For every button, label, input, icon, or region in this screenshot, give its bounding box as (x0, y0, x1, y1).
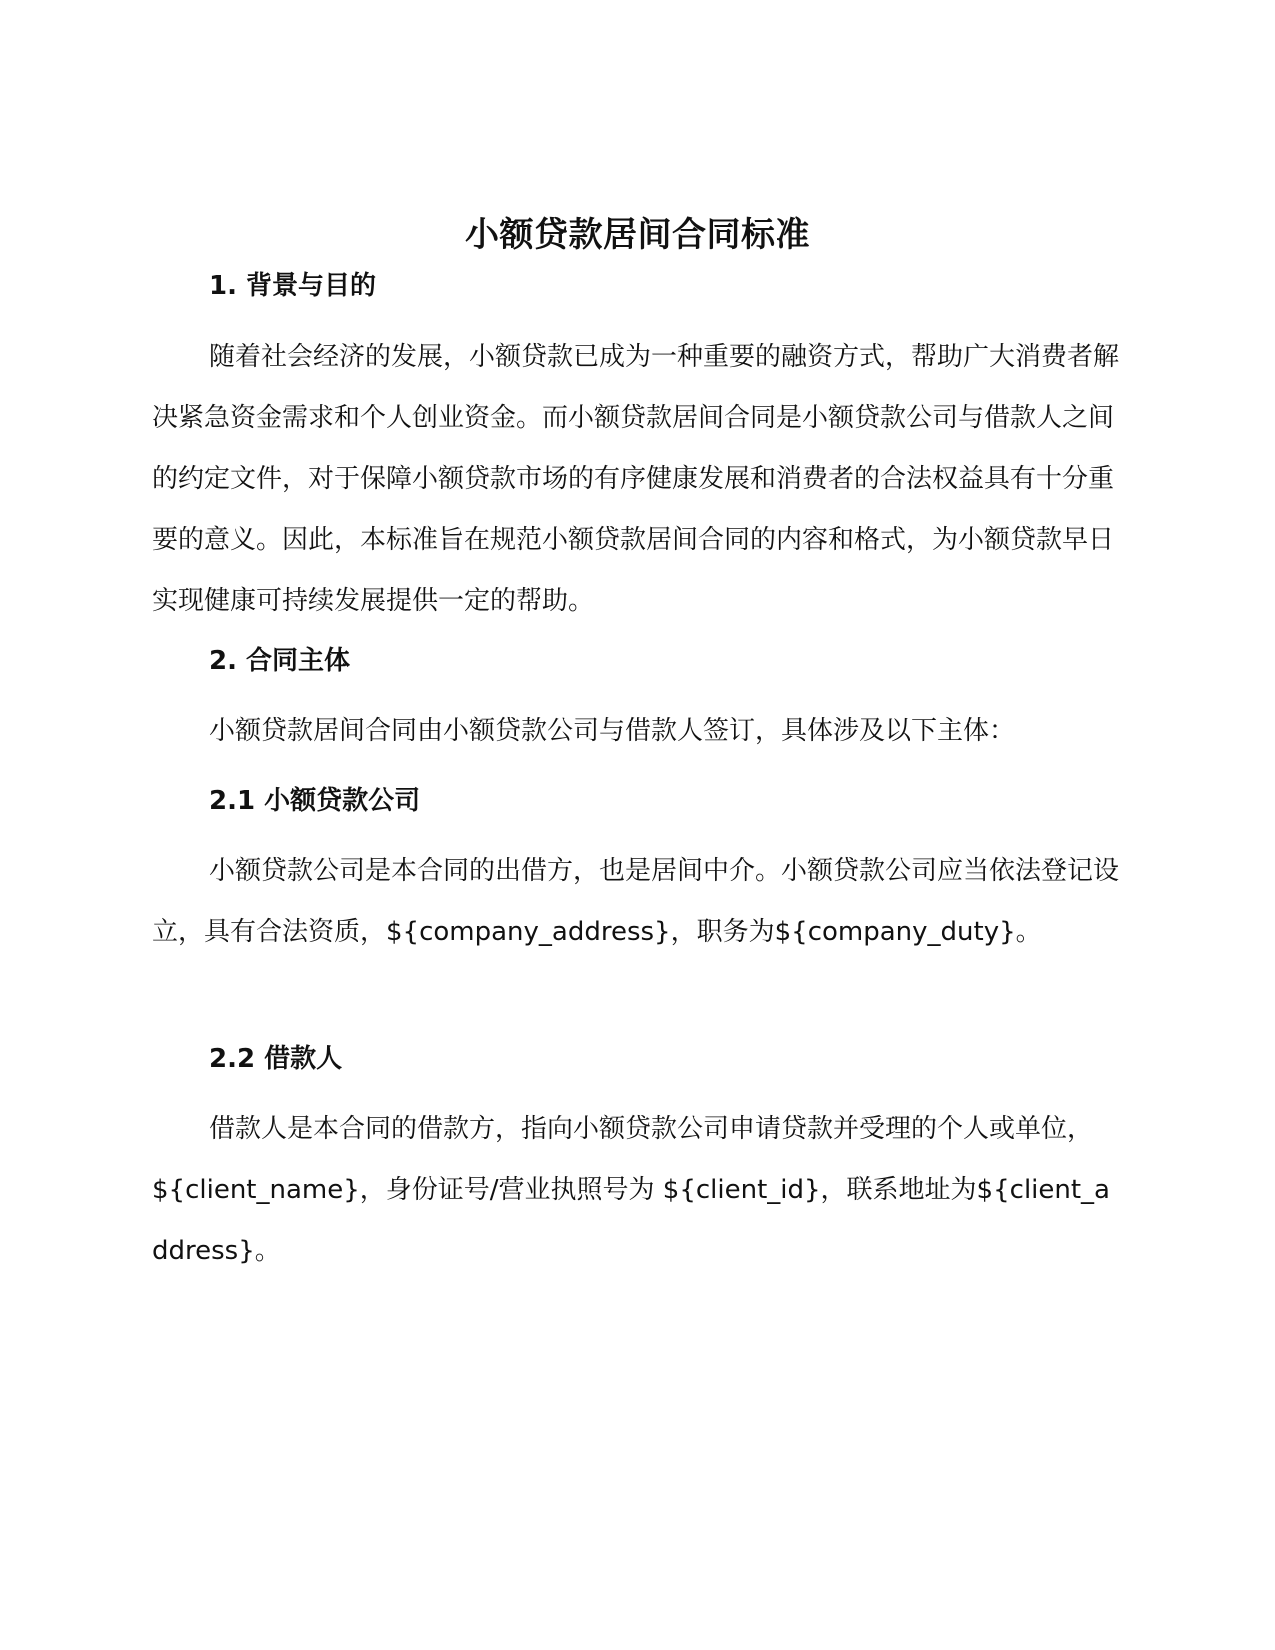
document-title: 小额贷款居间合同标准 (465, 215, 810, 255)
section-heading-parties: 2. 合同主体 (209, 646, 351, 676)
section-heading-borrower: 2.2 借款人 (209, 1044, 343, 1074)
section-paragraph-lender: 小额贷款公司是本合同的出借方，也是居间中介。小额贷款公司应当依法登记设立，具有合法资质，${company_address}，职务为${company_duty}。 (152, 856, 1120, 947)
section-paragraph-parties: 小额贷款居间合同由小额贷款公司与借款人签订，具体涉及以下主体： (209, 716, 1016, 746)
section-paragraph-background: 随着社会经济的发展，小额贷款已成为一种重要的融资方式，帮助广大消费者解决紧急资金需求和个人创业资金。而小额贷款居间合同是小额贷款公司与借款人之间的约定文件，对于保障小额贷款市场的有序健康发展和消费者的合法权益具有十分重要的意义。因此，本标准旨在规范小额贷款居间合同的内容和格式，为小额贷款早日实现健康可持续发展提供一定的帮助。 (152, 342, 1120, 616)
section-heading-background: 1. 背景与目的 (209, 271, 377, 301)
section-paragraph-borrower: 借款人是本合同的借款方，指向小额贷款公司申请贷款并受理的个人或单位，${client_name}，身份证号/营业执照号为 ${client_id}，联系地址为${client_address}。 (152, 1114, 1110, 1266)
section-heading-lender: 2.1 小额贷款公司 (209, 786, 421, 816)
